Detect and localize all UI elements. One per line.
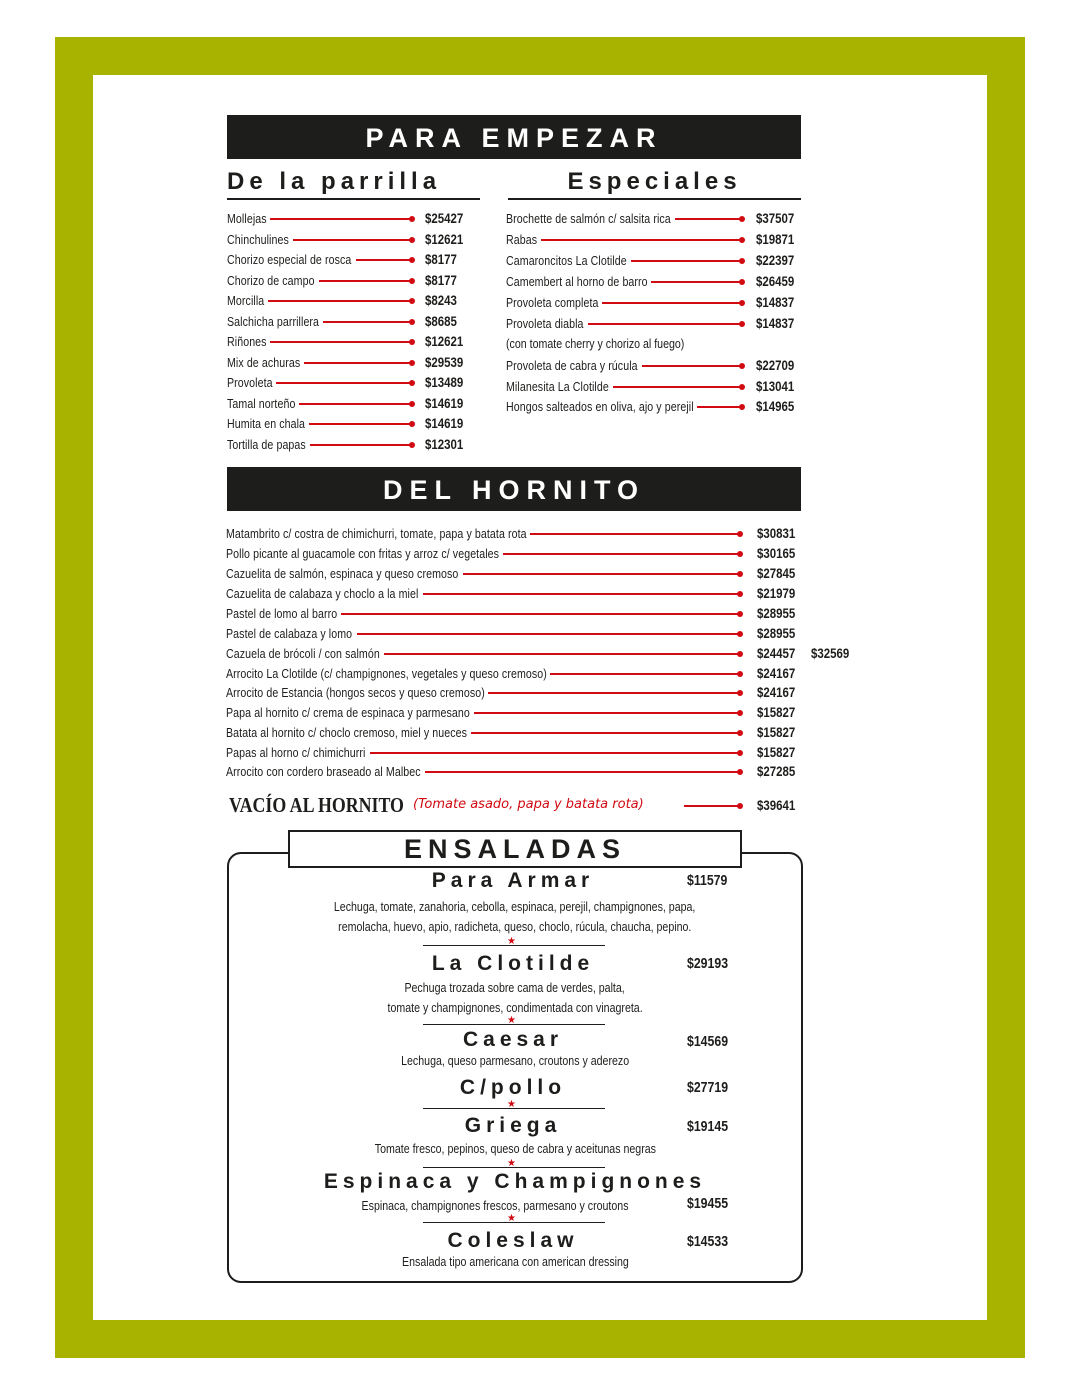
salad-description: Ensalada tipo americana con american dressing xyxy=(401,1255,629,1269)
separator xyxy=(423,1213,605,1224)
menu-item xyxy=(226,683,740,703)
item-price: $14837 xyxy=(756,315,795,331)
item-name: Chinchulines xyxy=(227,233,289,247)
menu-item xyxy=(226,564,740,584)
item-price: $15827 xyxy=(757,704,796,720)
menu-item xyxy=(506,293,742,313)
leader-line xyxy=(319,280,412,282)
item-name: Arrocito La Clotilde (c/ champignones, vegetales y queso cremoso) xyxy=(226,667,547,681)
menu-item xyxy=(226,544,740,564)
menu-item xyxy=(506,314,742,334)
item-name: Papas al horno c/ chimichurri xyxy=(226,746,366,760)
item-price: $22397 xyxy=(756,252,795,268)
leader-line xyxy=(471,732,740,734)
menu-item xyxy=(227,435,412,455)
section-banner-ensaladas: ENSALADAS xyxy=(288,830,742,868)
leader-line xyxy=(530,533,740,535)
menu-item xyxy=(226,644,740,664)
menu-item xyxy=(227,414,412,434)
item-price: $12621 xyxy=(425,333,464,349)
item-price: $12301 xyxy=(425,436,464,452)
item-name: Batata al hornito c/ choclo cremoso, miel y nueces xyxy=(226,726,468,740)
salad-name: Para Armar xyxy=(431,869,595,892)
leader-line xyxy=(602,302,742,304)
item-price: $28955 xyxy=(757,605,796,621)
leader-line xyxy=(488,692,740,694)
vacio-title: VACÍO AL HORNITO xyxy=(229,793,404,817)
item-price: $14619 xyxy=(425,415,464,431)
separator xyxy=(423,1158,605,1169)
leader-line xyxy=(299,403,412,405)
item-name: Salchicha parrillera xyxy=(227,315,320,329)
leader-line xyxy=(304,362,412,364)
salad-description: Pechuga trozada sobre cama de verdes, palta, tomate y champignones, condimentada con vinagreta. xyxy=(387,981,643,1015)
leader-line xyxy=(541,239,742,241)
leader-line xyxy=(356,259,412,261)
item-price: $24457 xyxy=(757,645,796,661)
leader-line xyxy=(276,382,412,384)
menu-item xyxy=(227,250,412,270)
item-price: $14619 xyxy=(425,395,464,411)
vacio-price: $39641 xyxy=(757,797,796,813)
menu-item xyxy=(227,312,412,332)
menu-item xyxy=(506,209,742,229)
leader-line xyxy=(341,613,740,615)
item-name: Arrocito con cordero braseado al Malbec xyxy=(226,765,421,779)
leader-line xyxy=(697,406,742,408)
leader-line xyxy=(310,444,412,446)
item-price: $21979 xyxy=(757,585,796,601)
subheading-especiales: Especiales xyxy=(508,168,801,200)
vacio-description: (Tomate asado, papa y batata rota) xyxy=(413,797,644,812)
leader-line xyxy=(503,553,740,555)
leader-line xyxy=(323,321,412,323)
menu-item xyxy=(227,394,412,414)
item-name: Cazuela de brócoli / con salmón xyxy=(226,647,380,661)
menu-item xyxy=(227,271,412,291)
menu-item xyxy=(226,723,740,743)
menu-item xyxy=(226,524,740,544)
leader-line xyxy=(550,673,740,675)
leader-line xyxy=(675,218,742,220)
item-name: Mix de achuras xyxy=(227,356,301,370)
menu-item xyxy=(506,272,742,292)
menu-item xyxy=(506,251,742,271)
section-banner-del-hornito: DEL HORNITO xyxy=(227,467,801,511)
leader-line xyxy=(474,712,740,714)
item-name: Cazuelita de salmón, espinaca y queso cremoso xyxy=(226,567,459,581)
item-price: $14837 xyxy=(756,294,795,310)
item-price: $25427 xyxy=(425,210,464,226)
menu-item xyxy=(227,209,412,229)
menu-item xyxy=(227,230,412,250)
salad-name: La Clotilde xyxy=(431,952,595,975)
item-name: Tamal norteño xyxy=(227,397,296,411)
leader-line xyxy=(309,423,412,425)
item-price: $8685 xyxy=(425,313,457,329)
item-name: Chorizo de campo xyxy=(227,274,315,288)
salad-name: Griega xyxy=(464,1114,562,1137)
item-name: Brochette de salmón c/ salsita rica xyxy=(506,212,671,226)
item-price: $19871 xyxy=(756,231,795,247)
menu-item xyxy=(226,604,740,624)
item-price: $8177 xyxy=(425,251,457,267)
menu-item xyxy=(227,353,412,373)
menu-item xyxy=(226,584,740,604)
item-price: $30165 xyxy=(757,545,796,561)
item-name: Tortilla de papas xyxy=(227,438,306,452)
menu-item xyxy=(226,703,740,723)
separator xyxy=(423,1015,605,1026)
salad-price: $19455 xyxy=(687,1195,729,1212)
item-price: $14965 xyxy=(756,398,795,414)
item-price: $8243 xyxy=(425,292,457,308)
salad-name: Coleslaw xyxy=(447,1229,579,1252)
leader-line xyxy=(613,386,742,388)
leader-line xyxy=(270,341,412,343)
item-name: Rabas xyxy=(506,233,538,247)
star-icon: ★ xyxy=(507,1213,516,1224)
leader-line xyxy=(293,239,412,241)
item-name: Humita en chala xyxy=(227,417,306,431)
item-name: Morcilla xyxy=(227,294,265,308)
item-price: $8177 xyxy=(425,272,457,288)
menu-item xyxy=(227,291,412,311)
item-name: Provoleta completa xyxy=(506,296,599,310)
salad-description: Tomate fresco, pepinos, queso de cabra y aceitunas negras xyxy=(374,1142,656,1156)
menu-item xyxy=(227,332,412,352)
item-name: Provoleta diabla xyxy=(506,317,584,331)
item-name: Hongos salteados en oliva, ajo y perejil xyxy=(506,400,694,414)
salad-name: Espinaca y Champignones xyxy=(323,1170,707,1193)
menu-item xyxy=(506,397,742,417)
leader-line xyxy=(270,218,412,220)
item-name: Matambrito c/ costra de chimichurri, tomate, papa y batata rota xyxy=(226,527,527,541)
item-name: Camaroncitos La Clotilde xyxy=(506,254,627,268)
salad-description: Lechuga, queso parmesano, croutons y aderezo xyxy=(400,1054,629,1068)
leader-line xyxy=(642,365,742,367)
item-price: $27285 xyxy=(757,763,796,779)
star-icon: ★ xyxy=(507,1099,516,1110)
item-price: $13041 xyxy=(756,378,795,394)
salad-price: $19145 xyxy=(687,1118,729,1135)
leader-line xyxy=(268,300,412,302)
item-price: $29539 xyxy=(425,354,464,370)
item-price: $26459 xyxy=(756,273,795,289)
especiales-note: (con tomate cherry y chorizo al fuego) xyxy=(506,337,685,351)
item-name: Riñones xyxy=(227,335,267,349)
leader-line xyxy=(370,752,740,754)
leader-line xyxy=(588,323,742,325)
item-name: Arrocito de Estancia (hongos secos y queso cremoso) xyxy=(226,686,485,700)
subheading-parrilla: De la parrilla xyxy=(227,168,480,200)
leader-line xyxy=(684,805,740,807)
item-price: $30831 xyxy=(757,525,796,541)
item-name: Milanesita La Clotilde xyxy=(506,380,609,394)
item-name: Chorizo especial de rosca xyxy=(227,253,352,267)
item-price: $15827 xyxy=(757,724,796,740)
menu-item xyxy=(506,377,742,397)
item-name: Cazuelita de calabaza y choclo a la miel xyxy=(226,587,419,601)
separator xyxy=(423,936,605,947)
star-icon: ★ xyxy=(507,1015,516,1026)
menu-item xyxy=(227,373,412,393)
leader-line xyxy=(425,771,740,773)
menu-item xyxy=(226,664,740,684)
item-price: $37507 xyxy=(756,210,795,226)
salad-description: Espinaca, champignones frescos, parmesano y croutons xyxy=(361,1199,629,1213)
item-name: Pollo picante al guacamole con fritas y arroz c/ vegetales xyxy=(226,547,500,561)
item-price: $28955 xyxy=(757,625,796,641)
item-price: $27845 xyxy=(757,565,796,581)
section-banner-para-empezar: PARA EMPEZAR xyxy=(227,115,801,159)
item-price: $12621 xyxy=(425,231,464,247)
item-name: Provoleta de cabra y rúcula xyxy=(506,359,638,373)
menu-item xyxy=(506,230,742,250)
leader-line xyxy=(463,573,740,575)
salad-price: $14569 xyxy=(687,1033,729,1050)
item-name: Provoleta xyxy=(227,376,273,390)
menu-item xyxy=(226,624,740,644)
leader-line xyxy=(423,593,740,595)
item-name: Pastel de calabaza y lomo xyxy=(226,627,353,641)
item-price: $22709 xyxy=(756,357,795,373)
item-price: $15827 xyxy=(757,744,796,760)
item-name: Camembert al horno de barro xyxy=(506,275,648,289)
salad-name: C/pollo xyxy=(459,1076,567,1099)
menu-item xyxy=(506,356,742,376)
leader-line xyxy=(384,653,740,655)
salad-price: $27719 xyxy=(687,1079,729,1096)
menu-item xyxy=(226,762,740,782)
separator xyxy=(423,1099,605,1110)
star-icon: ★ xyxy=(507,936,516,947)
item-price: $24167 xyxy=(757,665,796,681)
salad-price: $11579 xyxy=(687,872,728,889)
star-icon: ★ xyxy=(507,1158,516,1169)
item-name: Pastel de lomo al barro xyxy=(226,607,338,621)
leader-line xyxy=(631,260,742,262)
item-name: Mollejas xyxy=(227,212,267,226)
leader-line xyxy=(651,281,742,283)
salad-name: Caesar xyxy=(462,1028,564,1051)
salad-description: Lechuga, tomate, zanahoria, cebolla, espinaca, perejil, champignones, papa, remolacha, huevo, apio, radicheta, queso, choclo, rúcula, chaucha, pepino. xyxy=(334,900,696,934)
price-secondary: $32569 xyxy=(811,645,850,661)
item-price: $24167 xyxy=(757,684,796,700)
menu-item xyxy=(226,743,740,763)
salad-price: $29193 xyxy=(687,955,729,972)
item-price: $13489 xyxy=(425,374,464,390)
item-name: Papa al hornito c/ crema de espinaca y parmesano xyxy=(226,706,470,720)
leader-line xyxy=(357,633,740,635)
salad-price: $14533 xyxy=(687,1233,729,1250)
